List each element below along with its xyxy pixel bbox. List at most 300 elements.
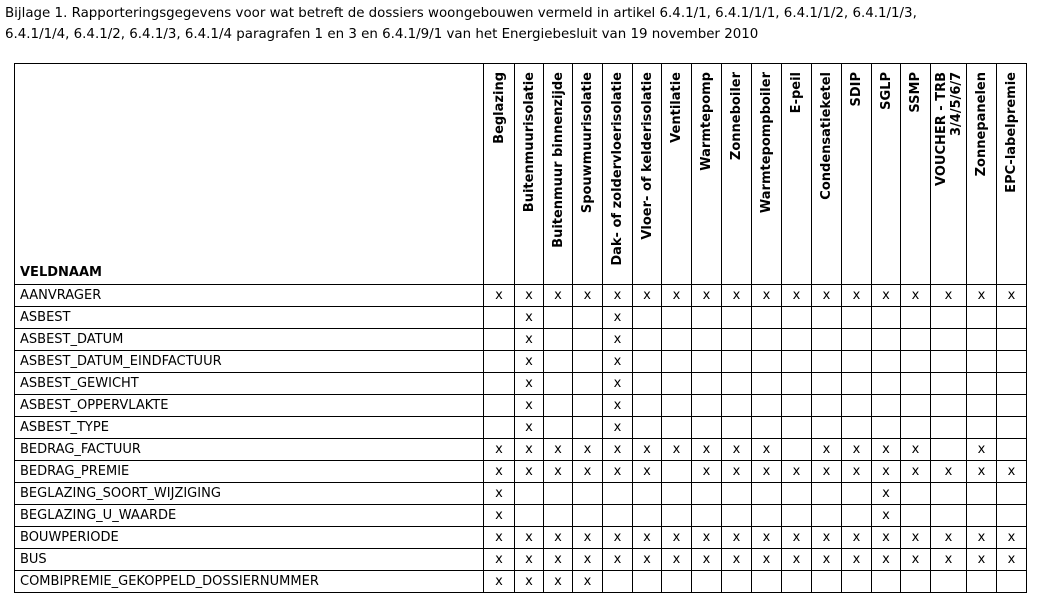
empty-cell [603, 483, 633, 505]
column-header [484, 64, 515, 285]
field-name-cell: BOUWPERIODE [15, 527, 484, 549]
empty-cell [997, 483, 1027, 505]
empty-cell [901, 351, 931, 373]
empty-cell [931, 483, 967, 505]
mark-cell: x [573, 527, 603, 549]
empty-cell [752, 307, 782, 329]
empty-cell [812, 395, 842, 417]
field-name-cell: BEDRAG_FACTUUR [15, 439, 484, 461]
empty-cell [662, 373, 692, 395]
empty-cell [842, 571, 872, 593]
empty-cell [603, 571, 633, 593]
empty-cell [722, 373, 752, 395]
column-header [603, 64, 633, 285]
mark-cell: x [752, 439, 782, 461]
mark-cell: x [997, 461, 1027, 483]
mark-cell: x [573, 571, 603, 593]
empty-cell [573, 417, 603, 439]
mark-cell: x [544, 439, 573, 461]
empty-cell [544, 307, 573, 329]
column-header [812, 64, 842, 285]
column-header [573, 64, 603, 285]
empty-cell [842, 373, 872, 395]
mark-cell: x [515, 417, 544, 439]
mark-cell: x [515, 285, 544, 307]
table-row [15, 285, 1027, 307]
mark-cell: x [484, 483, 515, 505]
empty-cell [752, 329, 782, 351]
table-row [15, 461, 1027, 483]
empty-cell [633, 505, 662, 527]
mark-cell: x [812, 549, 842, 571]
mark-cell: x [573, 461, 603, 483]
empty-cell [692, 505, 722, 527]
mark-cell: x [633, 549, 662, 571]
column-header-label: Condensatieketel [819, 72, 834, 200]
mark-cell: x [812, 461, 842, 483]
empty-cell [692, 373, 722, 395]
mark-cell: x [692, 549, 722, 571]
empty-cell [573, 395, 603, 417]
empty-cell [544, 329, 573, 351]
empty-cell [931, 505, 967, 527]
mark-cell: x [872, 439, 901, 461]
empty-cell [752, 483, 782, 505]
empty-cell [782, 417, 812, 439]
mark-cell: x [662, 549, 692, 571]
table-header-row [15, 64, 1027, 285]
empty-cell [662, 351, 692, 373]
mark-cell: x [544, 461, 573, 483]
empty-cell [842, 329, 872, 351]
empty-cell [752, 351, 782, 373]
empty-cell [544, 505, 573, 527]
mark-cell: x [603, 329, 633, 351]
table-row [15, 549, 1027, 571]
field-name-cell: BEGLAZING_SOORT_WIJZIGING [15, 483, 484, 505]
column-header-label: Dak- of zoldervloerisolatie [610, 72, 625, 266]
field-name-cell: ASBEST [15, 307, 484, 329]
empty-cell [484, 373, 515, 395]
mark-cell: x [603, 351, 633, 373]
mark-cell: x [515, 329, 544, 351]
empty-cell [692, 351, 722, 373]
empty-cell [931, 329, 967, 351]
empty-cell [692, 395, 722, 417]
mark-cell: x [484, 285, 515, 307]
mark-cell: x [812, 285, 842, 307]
empty-cell [692, 571, 722, 593]
mark-cell: x [484, 461, 515, 483]
empty-cell [633, 483, 662, 505]
mark-cell: x [515, 395, 544, 417]
mark-cell: x [544, 571, 573, 593]
column-header [997, 64, 1027, 285]
veldnaam-header: VELDNAAM [15, 64, 484, 285]
empty-cell [931, 373, 967, 395]
empty-cell [484, 417, 515, 439]
mark-cell: x [692, 285, 722, 307]
column-header [722, 64, 752, 285]
column-header [515, 64, 544, 285]
empty-cell [603, 505, 633, 527]
mark-cell: x [782, 285, 812, 307]
empty-cell [967, 395, 997, 417]
mark-cell: x [603, 417, 633, 439]
mark-cell: x [901, 549, 931, 571]
empty-cell [752, 395, 782, 417]
empty-cell [633, 373, 662, 395]
mark-cell: x [484, 439, 515, 461]
empty-cell [633, 307, 662, 329]
column-header [842, 64, 872, 285]
empty-cell [752, 373, 782, 395]
empty-cell [842, 351, 872, 373]
field-name-cell: BEDRAG_PREMIE [15, 461, 484, 483]
empty-cell [872, 329, 901, 351]
mark-cell: x [484, 549, 515, 571]
mark-cell: x [515, 549, 544, 571]
column-header [901, 64, 931, 285]
mark-cell: x [633, 527, 662, 549]
mark-cell: x [842, 439, 872, 461]
empty-cell [782, 351, 812, 373]
mark-cell: x [692, 527, 722, 549]
table-row [15, 417, 1027, 439]
mark-cell: x [872, 549, 901, 571]
mark-cell: x [544, 549, 573, 571]
mark-cell: x [967, 285, 997, 307]
mark-cell: x [842, 527, 872, 549]
column-header [967, 64, 997, 285]
empty-cell [901, 307, 931, 329]
empty-cell [872, 373, 901, 395]
empty-cell [722, 329, 752, 351]
report-fields-table [14, 63, 1027, 593]
mark-cell: x [752, 549, 782, 571]
mark-cell: x [573, 285, 603, 307]
mark-cell: x [967, 461, 997, 483]
column-header-label: Zonnepanelen [974, 72, 989, 177]
empty-cell [931, 417, 967, 439]
mark-cell: x [997, 285, 1027, 307]
empty-cell [782, 395, 812, 417]
mark-cell: x [752, 285, 782, 307]
empty-cell [484, 351, 515, 373]
column-header-label: SSMP [908, 72, 923, 113]
mark-cell: x [722, 549, 752, 571]
column-header-label: Spouwmuurisolatie [580, 72, 595, 214]
mark-cell: x [484, 505, 515, 527]
empty-cell [782, 505, 812, 527]
column-header [662, 64, 692, 285]
mark-cell: x [931, 527, 967, 549]
mark-cell: x [997, 527, 1027, 549]
empty-cell [515, 505, 544, 527]
empty-cell [872, 417, 901, 439]
mark-cell: x [931, 549, 967, 571]
empty-cell [722, 307, 752, 329]
empty-cell [544, 373, 573, 395]
empty-cell [931, 395, 967, 417]
empty-cell [967, 329, 997, 351]
empty-cell [812, 505, 842, 527]
column-header-label: Warmtepomp [699, 72, 714, 171]
empty-cell [722, 417, 752, 439]
column-header [544, 64, 573, 285]
empty-cell [573, 307, 603, 329]
empty-cell [812, 329, 842, 351]
empty-cell [573, 373, 603, 395]
table-row [15, 329, 1027, 351]
empty-cell [692, 417, 722, 439]
empty-cell [722, 483, 752, 505]
empty-cell [872, 307, 901, 329]
empty-cell [967, 483, 997, 505]
empty-cell [662, 329, 692, 351]
column-header-label: SGLP [878, 72, 894, 110]
table-row [15, 483, 1027, 505]
column-header [692, 64, 722, 285]
empty-cell [662, 417, 692, 439]
empty-cell [782, 329, 812, 351]
column-header-label: EPC-labelpremie [1004, 72, 1019, 193]
empty-cell [901, 373, 931, 395]
column-header [633, 64, 662, 285]
mark-cell: x [722, 527, 752, 549]
mark-cell: x [544, 285, 573, 307]
field-name-cell: ASBEST_DATUM_EINDFACTUUR [15, 351, 484, 373]
empty-cell [633, 351, 662, 373]
table-row [15, 395, 1027, 417]
empty-cell [901, 505, 931, 527]
empty-cell [931, 351, 967, 373]
empty-cell [692, 307, 722, 329]
mark-cell: x [544, 527, 573, 549]
empty-cell [662, 505, 692, 527]
mark-cell: x [603, 285, 633, 307]
empty-cell [722, 505, 752, 527]
mark-cell: x [901, 527, 931, 549]
mark-cell: x [931, 285, 967, 307]
table-row [15, 571, 1027, 593]
mark-cell: x [812, 527, 842, 549]
empty-cell [544, 417, 573, 439]
empty-cell [967, 571, 997, 593]
field-name-cell: ASBEST_TYPE [15, 417, 484, 439]
empty-cell [901, 329, 931, 351]
mark-cell: x [633, 439, 662, 461]
empty-cell [752, 417, 782, 439]
mark-cell: x [603, 461, 633, 483]
mark-cell: x [752, 527, 782, 549]
field-name-cell: AANVRAGER [15, 285, 484, 307]
empty-cell [633, 329, 662, 351]
empty-cell [544, 351, 573, 373]
empty-cell [997, 505, 1027, 527]
mark-cell: x [967, 527, 997, 549]
mark-cell: x [515, 571, 544, 593]
field-name-cell: ASBEST_OPPERVLAKTE [15, 395, 484, 417]
mark-cell: x [603, 395, 633, 417]
empty-cell [997, 417, 1027, 439]
empty-cell [872, 395, 901, 417]
column-header-label: Buitenmuurisolatie [521, 72, 537, 213]
empty-cell [484, 329, 515, 351]
table-row [15, 373, 1027, 395]
empty-cell [544, 395, 573, 417]
empty-cell [722, 351, 752, 373]
empty-cell [633, 395, 662, 417]
mark-cell: x [573, 549, 603, 571]
empty-cell [573, 505, 603, 527]
empty-cell [967, 351, 997, 373]
empty-cell [662, 571, 692, 593]
mark-cell: x [722, 439, 752, 461]
field-name-cell: BEGLAZING_U_WAARDE [15, 505, 484, 527]
empty-cell [842, 483, 872, 505]
table-row [15, 439, 1027, 461]
mark-cell: x [692, 439, 722, 461]
empty-cell [872, 571, 901, 593]
empty-cell [842, 307, 872, 329]
empty-cell [782, 483, 812, 505]
column-header [782, 64, 812, 285]
empty-cell [812, 417, 842, 439]
mark-cell: x [782, 461, 812, 483]
empty-cell [997, 351, 1027, 373]
empty-cell [872, 351, 901, 373]
empty-cell [662, 307, 692, 329]
empty-cell [692, 483, 722, 505]
empty-cell [812, 373, 842, 395]
empty-cell [967, 417, 997, 439]
empty-cell [842, 505, 872, 527]
mark-cell: x [633, 461, 662, 483]
empty-cell [997, 307, 1027, 329]
mark-cell: x [603, 373, 633, 395]
column-header-label: Vloer- of kelderisolatie [639, 72, 655, 240]
mark-cell: x [812, 439, 842, 461]
mark-cell: x [603, 439, 633, 461]
empty-cell [722, 395, 752, 417]
mark-cell: x [722, 461, 752, 483]
mark-cell: x [901, 461, 931, 483]
mark-cell: x [662, 285, 692, 307]
mark-cell: x [931, 461, 967, 483]
empty-cell [997, 571, 1027, 593]
column-header [752, 64, 782, 285]
empty-cell [967, 373, 997, 395]
empty-cell [633, 417, 662, 439]
empty-cell [752, 505, 782, 527]
mark-cell: x [633, 285, 662, 307]
mark-cell: x [484, 571, 515, 593]
empty-cell [484, 307, 515, 329]
empty-cell [573, 329, 603, 351]
mark-cell: x [573, 439, 603, 461]
empty-cell [997, 329, 1027, 351]
mark-cell: x [515, 527, 544, 549]
mark-cell: x [901, 439, 931, 461]
mark-cell: x [515, 307, 544, 329]
column-header-label: Buitenmuur binnenzijde [550, 72, 566, 248]
empty-cell [662, 395, 692, 417]
mark-cell: x [782, 549, 812, 571]
empty-cell [812, 351, 842, 373]
mark-cell: x [603, 527, 633, 549]
mark-cell: x [842, 549, 872, 571]
empty-cell [662, 483, 692, 505]
column-header-label: Beglazing [491, 72, 507, 144]
mark-cell: x [752, 461, 782, 483]
empty-cell [997, 373, 1027, 395]
mark-cell: x [662, 439, 692, 461]
table-row [15, 527, 1027, 549]
mark-cell: x [662, 527, 692, 549]
mark-cell: x [842, 285, 872, 307]
mark-cell: x [603, 549, 633, 571]
mark-cell: x [515, 373, 544, 395]
mark-cell: x [842, 461, 872, 483]
empty-cell [997, 395, 1027, 417]
mark-cell: x [722, 285, 752, 307]
mark-cell: x [872, 285, 901, 307]
empty-cell [812, 571, 842, 593]
empty-cell [842, 395, 872, 417]
column-header [872, 64, 901, 285]
column-header-label: SDIP [849, 72, 864, 107]
empty-cell [782, 307, 812, 329]
document-caption: Bijlage 1. Rapporteringsgegevens voor wat betreft de dossiers woongebouwen vermeld in artikel 6.4.1/1, 6.4.1/1/1, 6.4.1/1/2, 6.4.1/1/3, 6.4.1/1/4, 6.4.1/2, 6.4.1/3, 6.4.1/4 paragrafen 1 en 3 en 6.4.1/9/1 van het Energiebesluit van 19 november 2010 [5, 6, 917, 42]
empty-cell [901, 571, 931, 593]
empty-cell [633, 571, 662, 593]
empty-cell [662, 461, 692, 483]
mark-cell: x [967, 439, 997, 461]
mark-cell: x [515, 351, 544, 373]
empty-cell [544, 483, 573, 505]
mark-cell: x [603, 307, 633, 329]
mark-cell: x [967, 549, 997, 571]
empty-cell [931, 571, 967, 593]
empty-cell [967, 505, 997, 527]
mark-cell: x [782, 527, 812, 549]
empty-cell [484, 395, 515, 417]
empty-cell [782, 439, 812, 461]
empty-cell [782, 571, 812, 593]
mark-cell: x [872, 483, 901, 505]
empty-cell [573, 483, 603, 505]
field-name-cell: ASBEST_DATUM [15, 329, 484, 351]
table-row [15, 505, 1027, 527]
empty-cell [901, 395, 931, 417]
column-header-label: Warmtepompboiler [759, 72, 774, 214]
table-row [15, 307, 1027, 329]
empty-cell [692, 329, 722, 351]
empty-cell [901, 483, 931, 505]
column-header-label: E-peil [789, 72, 804, 114]
column-header-label: Zonneboiler [729, 72, 744, 161]
mark-cell: x [484, 527, 515, 549]
empty-cell [515, 483, 544, 505]
empty-cell [997, 439, 1027, 461]
mark-cell: x [515, 461, 544, 483]
table-row [15, 351, 1027, 373]
empty-cell [722, 571, 752, 593]
empty-cell [901, 417, 931, 439]
field-name-cell: ASBEST_GEWICHT [15, 373, 484, 395]
mark-cell: x [872, 527, 901, 549]
